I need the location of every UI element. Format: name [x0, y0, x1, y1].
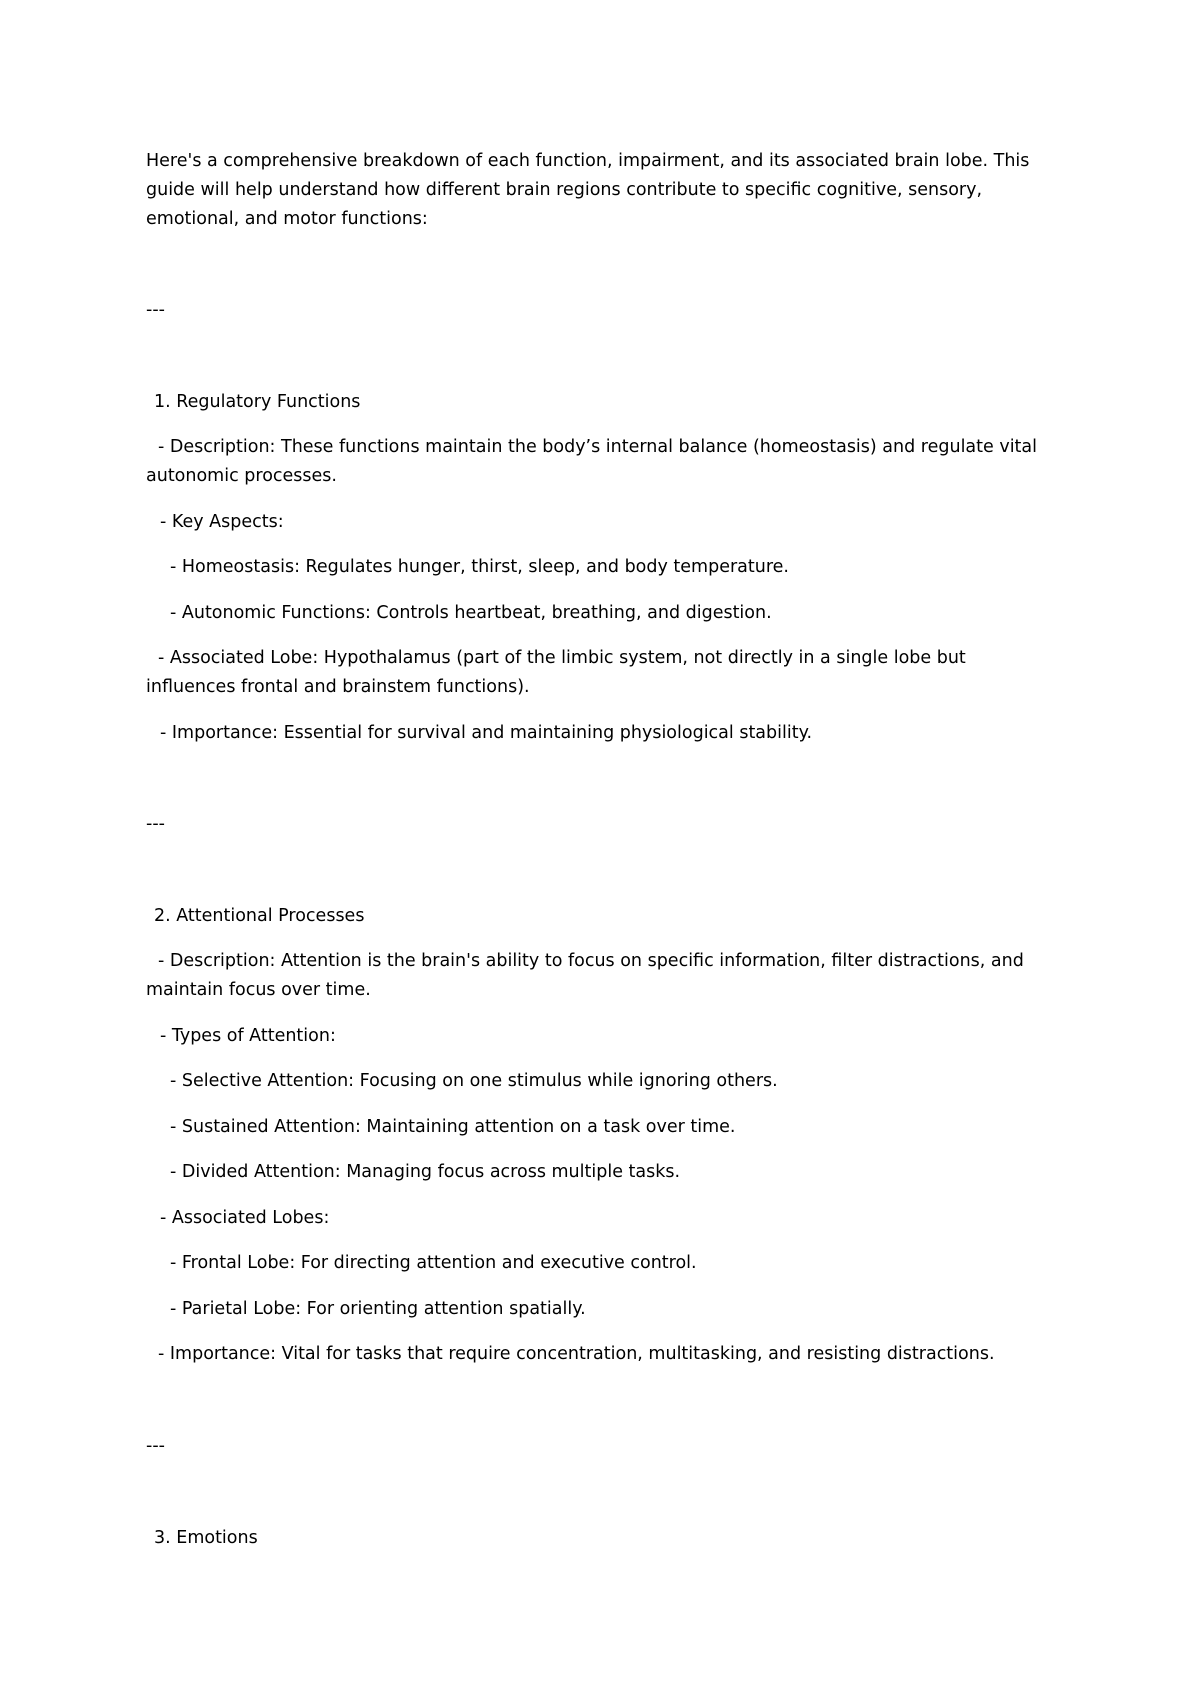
section1-line: - Description: These functions maintain the body’s internal balance (homeostasis) and regulate vital [158, 437, 1038, 457]
section2-line: - Selective Attention: Focusing on one stimulus while ignoring others. [170, 1071, 778, 1091]
section1-line: influences frontal and brainstem functions). [146, 677, 530, 697]
separator: --- [146, 300, 165, 320]
section2-line: maintain focus over time. [146, 980, 371, 1000]
intro-line-1: Here's a comprehensive breakdown of each function, impairment, and its associated brain lobe. This [146, 151, 1030, 171]
section2-line: - Associated Lobes: [160, 1208, 330, 1228]
intro-line-2: guide will help understand how different brain regions contribute to specific cognitive, sensory, [146, 180, 983, 200]
section1-line: - Homeostasis: Regulates hunger, thirst, sleep, and body temperature. [170, 557, 789, 577]
section-heading-attentional: 2. Attentional Processes [154, 906, 365, 926]
section1-line: - Importance: Essential for survival and maintaining physiological stability. [160, 723, 813, 743]
section1-line: autonomic processes. [146, 466, 337, 486]
section1-line: - Key Aspects: [160, 512, 284, 532]
section-heading-regulatory: 1. Regulatory Functions [154, 392, 361, 412]
section2-line: - Sustained Attention: Maintaining attention on a task over time. [170, 1117, 736, 1137]
section2-line: - Parietal Lobe: For orienting attention spatially. [170, 1299, 586, 1319]
separator: --- [146, 814, 165, 834]
section1-line: - Autonomic Functions: Controls heartbeat, breathing, and digestion. [170, 603, 772, 623]
intro-line-3: emotional, and motor functions: [146, 209, 428, 229]
separator: --- [146, 1436, 165, 1456]
section2-line: - Description: Attention is the brain's ability to focus on specific information, filter distractions, and [158, 951, 1024, 971]
section1-line: - Associated Lobe: Hypothalamus (part of the limbic system, not directly in a single lobe but [158, 648, 966, 668]
section-heading-emotions: 3. Emotions [154, 1528, 258, 1548]
section2-line: - Types of Attention: [160, 1026, 336, 1046]
section2-line: - Divided Attention: Managing focus across multiple tasks. [170, 1162, 681, 1182]
section2-line: - Importance: Vital for tasks that require concentration, multitasking, and resisting distractions. [158, 1344, 995, 1364]
section2-line: - Frontal Lobe: For directing attention and executive control. [170, 1253, 697, 1273]
